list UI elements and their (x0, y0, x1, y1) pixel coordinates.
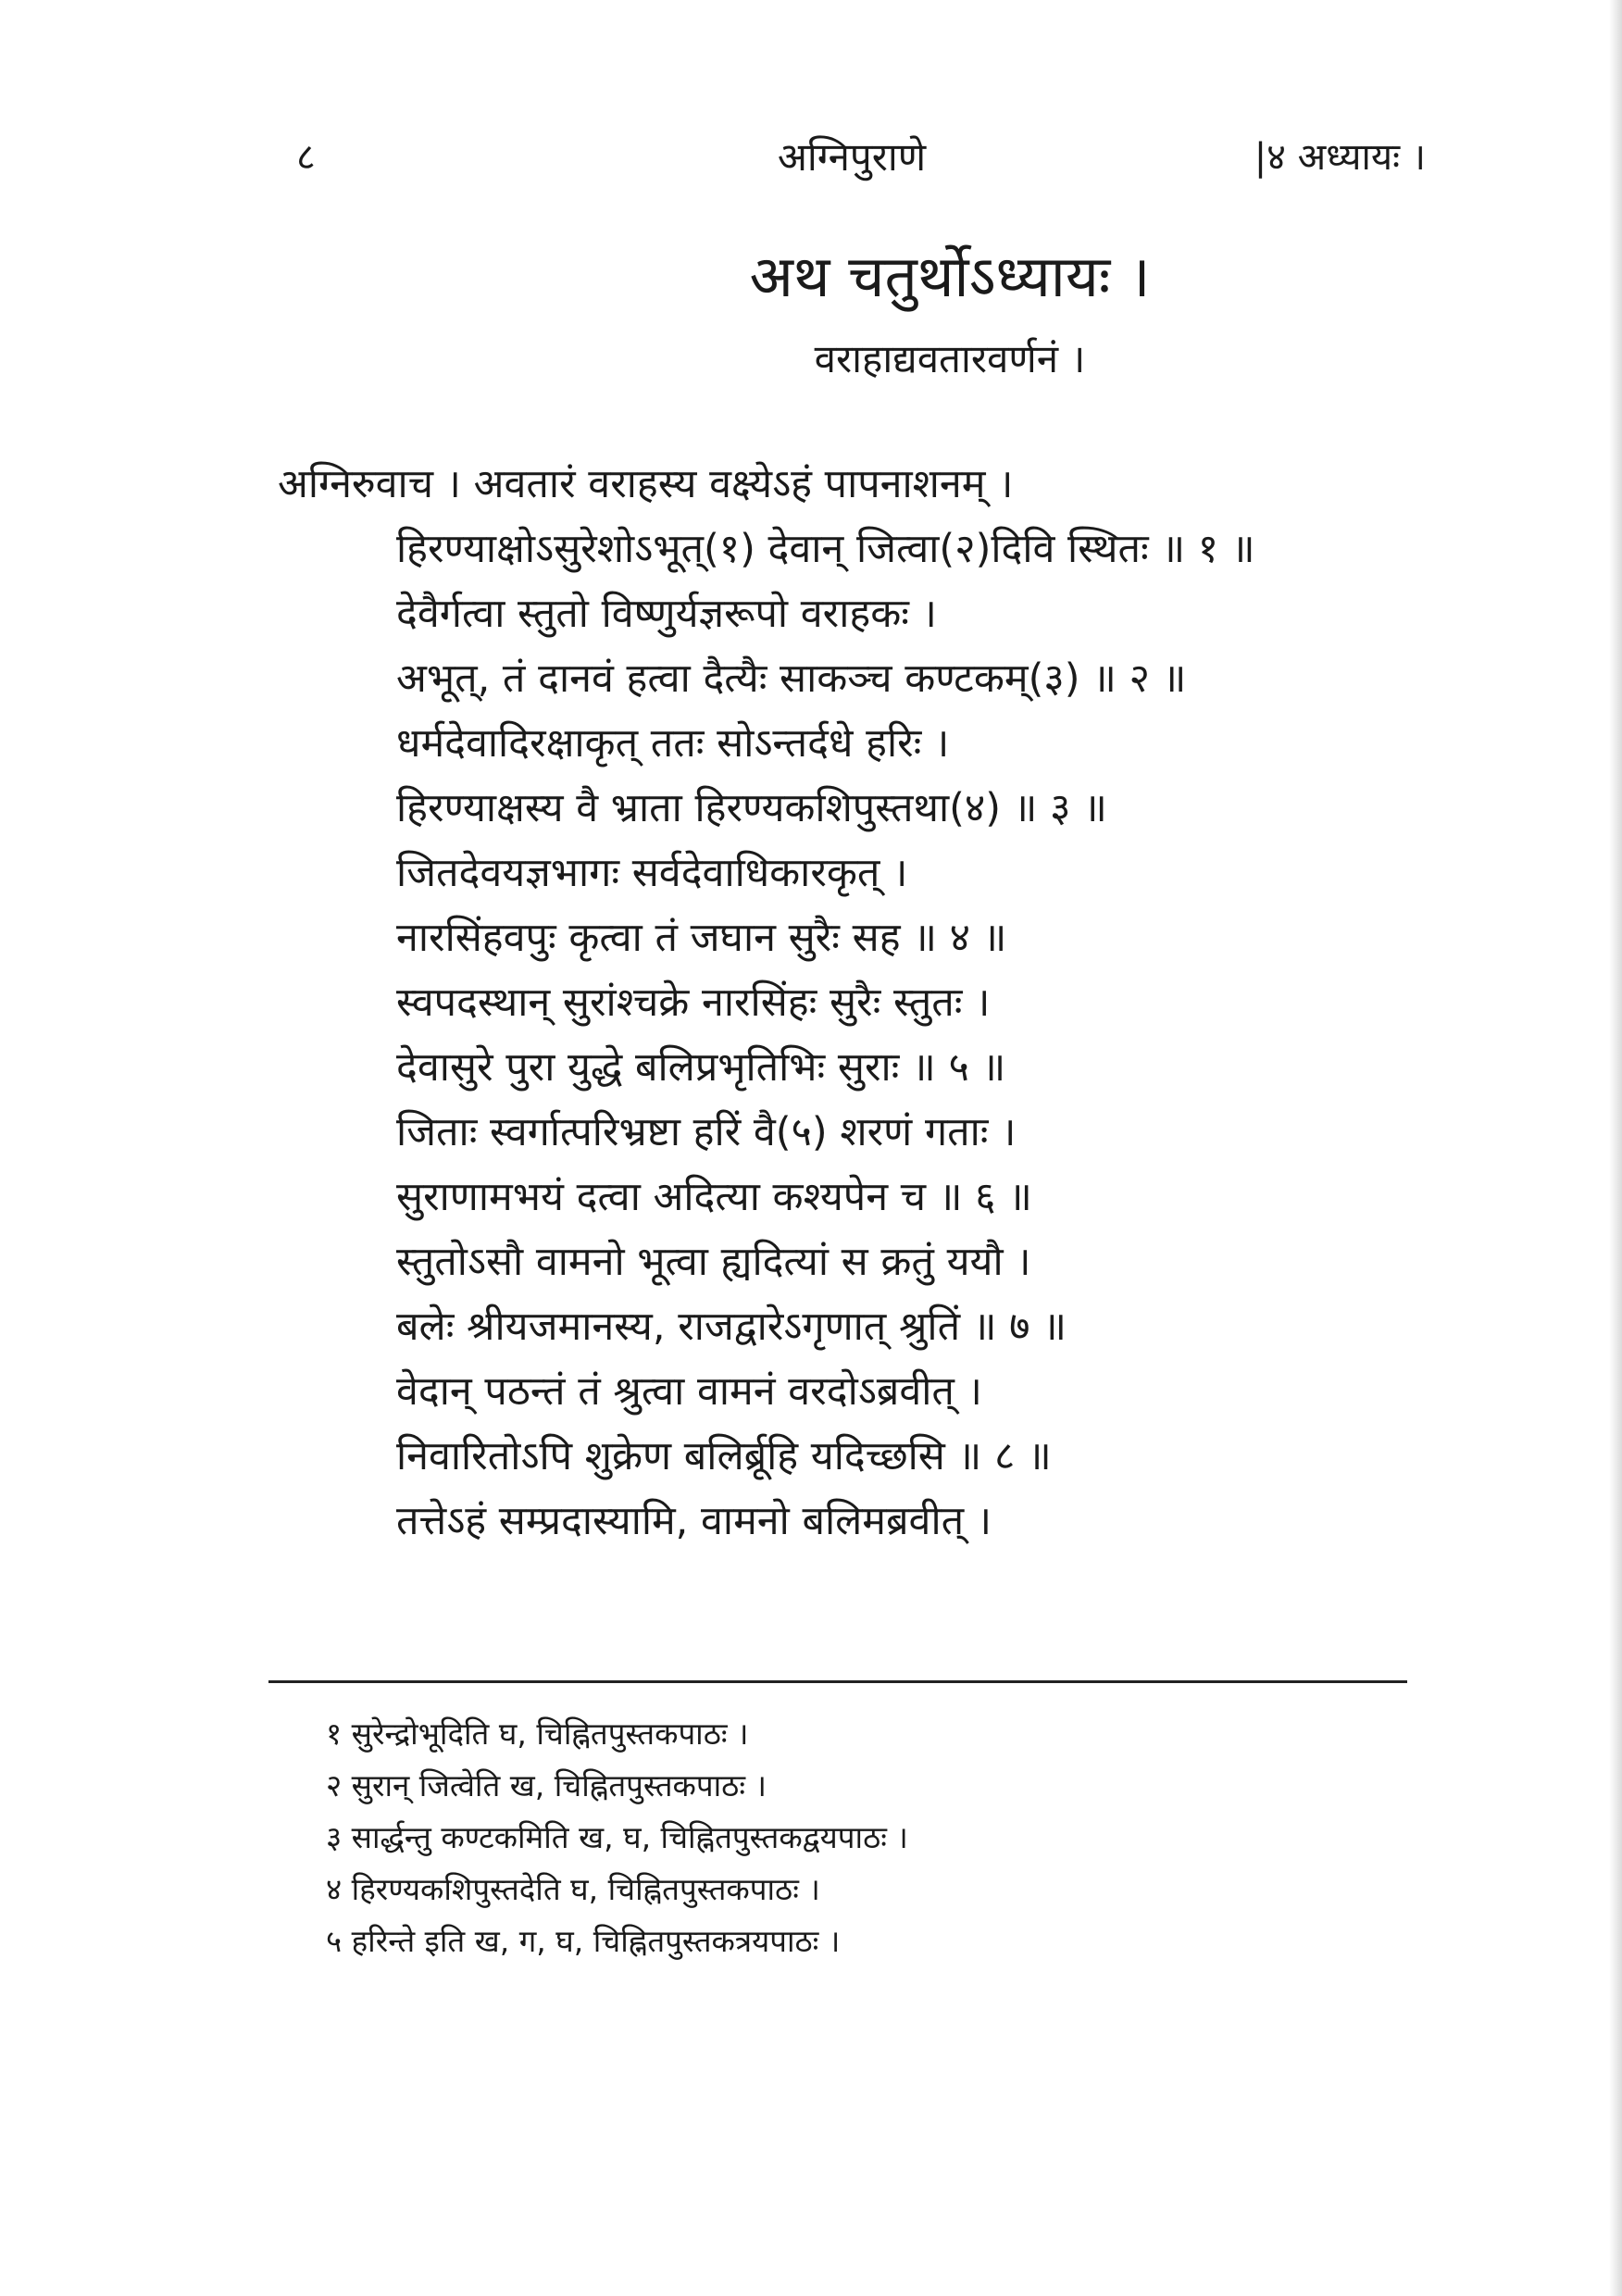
footnote-divider (268, 1680, 1407, 1683)
chapter-title: अथ चतुर्थोऽध्यायः । (749, 243, 1151, 310)
verse-line: स्तुतोऽसौ वामनो भूत्वा ह्यदित्यां स क्रतुं ययौ । (396, 1239, 1031, 1285)
verse-line: निवारितोऽपि शुक्रेण बलिर्ब्रूहि यदिच्छसि ॥ ८ ॥ (396, 1433, 1052, 1479)
verse-line: देवैर्गत्वा स्तुतो विष्णुर्यज्ञरूपो वराहकः । (396, 591, 937, 637)
verse-line: अग्निरुवाच । अवतारं वराहस्य वक्ष्येऽहं पापनाशनम् । (278, 461, 1014, 507)
verse-line: जिताः स्वर्गात्परिभ्रष्टा हरिं वै(५) शरणं गताः । (396, 1109, 1017, 1155)
verse-line: बलेः श्रीयजमानस्य, राजद्वारेऽगृणात् श्रुतिं ॥ ७ ॥ (396, 1304, 1067, 1350)
book-title: अग्निपुराणे (777, 134, 927, 180)
verse-line: धर्मदेवादिरक्षाकृत् ततः सोऽन्तर्दधे हरिः । (396, 720, 950, 767)
verse-line: तत्तेऽहं सम्प्रदास्यामि, वामनो बलिमब्रवीत् । (396, 1498, 992, 1544)
footnote: १ सुरेन्द्रोभूदिति घ, चिह्नितपुस्तकपाठः । (326, 1716, 749, 1752)
verse-line: हिरण्याक्षोऽसुरेशोऽभूत्(१) देवान् जित्वा(२)दिवि स्थितः ॥ १ ॥ (396, 526, 1255, 572)
verse-line: सुराणामभयं दत्वा अदित्या कश्यपेन च ॥ ६ ॥ (396, 1174, 1032, 1220)
chapter-marker: |४ अध्यायः । (1254, 136, 1426, 179)
verse-line: स्वपदस्थान् सुरांश्चक्रे नारसिंहः सुरैः स्तुतः । (396, 980, 991, 1026)
verse-line: नारसिंहवपुः कृत्वा तं जघान सुरैः सह ॥ ४ ॥ (396, 915, 1007, 961)
verse-line: हिरण्याक्षस्य वै भ्राता हिरण्यकशिपुस्तथा(४) ॥ ३ ॥ (396, 785, 1107, 831)
page-number: ८ (296, 136, 316, 179)
verse-line: देवासुरे पुरा युद्धे बलिप्रभृतिभिः सुराः ॥ ५ ॥ (396, 1044, 1006, 1091)
verse-line: अभूत्, तं दानवं हत्वा दैत्यैः साकञ्च कण्टकम्(३) ॥ २ ॥ (396, 655, 1187, 702)
footnote: ५ हरिन्ते इति ख, ग, घ, चिह्नितपुस्तकत्रयपाठः । (326, 1923, 841, 1959)
verse-block (278, 452, 1444, 1554)
verse-line: वेदान् पठन्तं तं श्रुत्वा वामनं वरदोऽब्रवीत् । (396, 1368, 982, 1415)
footnote: ४ हिरण्यकशिपुस्तदेति घ, चिह्नितपुस्तकपाठः । (326, 1871, 820, 1907)
chapter-subtitle: वराहाद्यवतारवर्णनं । (814, 336, 1086, 381)
footnote: २ सुरान् जित्वेति ख, चिह्नितपुस्तकपाठः । (326, 1767, 767, 1803)
running-header (278, 130, 1426, 185)
verse-line: जितदेवयज्ञभागः सर्वदेवाधिकारकृत् । (396, 850, 908, 896)
footnote: ३ सार्द्धन्तु कण्टकमिति ख, घ, चिह्नितपुस्तकद्वयपाठः । (326, 1819, 908, 1855)
footnotes (326, 1708, 1437, 1967)
